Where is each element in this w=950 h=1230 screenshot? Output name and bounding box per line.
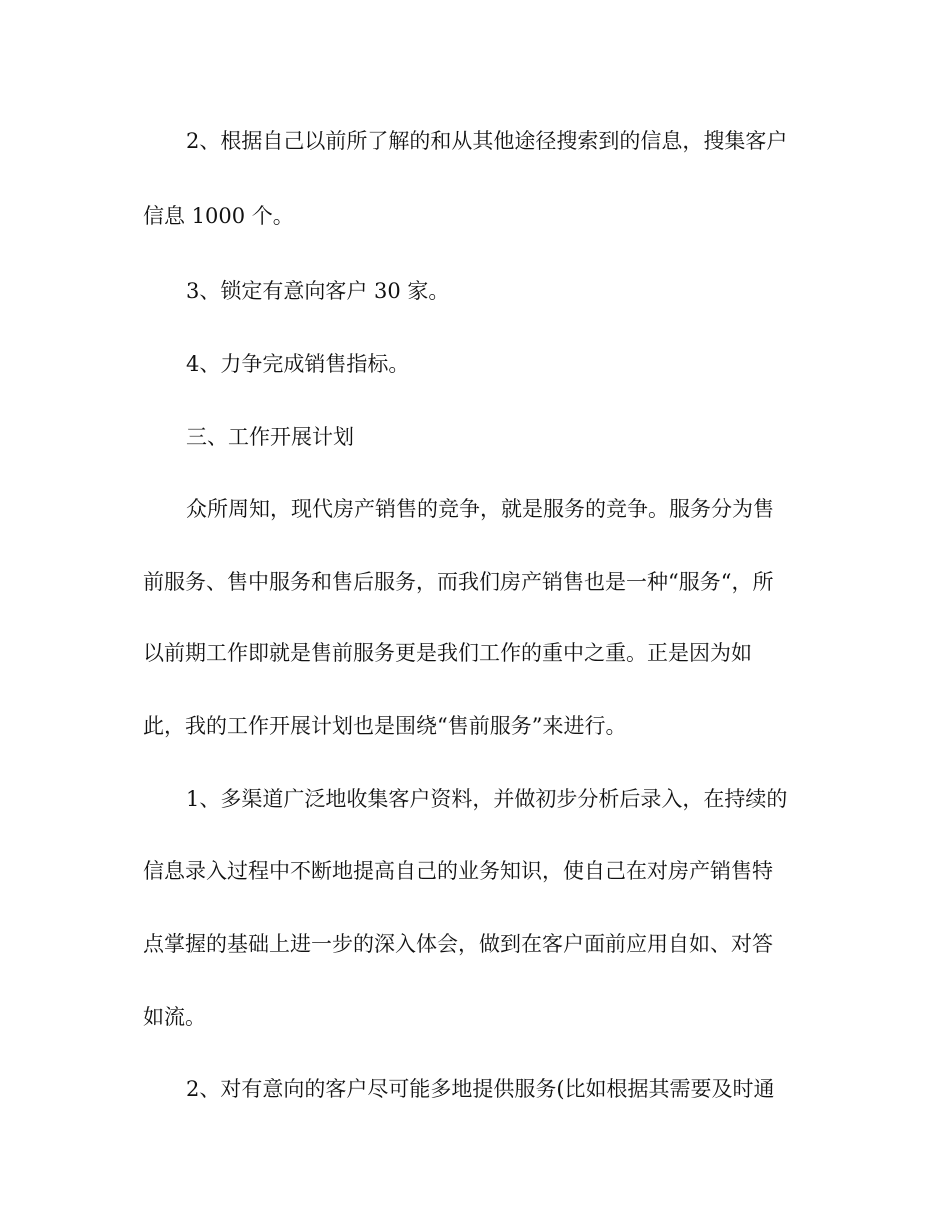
paragraph-line: 以前期工作即就是售前服务更是我们工作的重中之重。正是因为如 [143,641,752,665]
paragraph-line: 信息 1000 个。 [143,204,294,228]
paragraph-line: 3、锁定有意向客户 30 家。 [186,279,450,303]
section-heading: 三、工作开展计划 [186,425,354,449]
paragraph-line: 信息录入过程中不断地提高自己的业务知识，使自己在对房产销售特 [143,859,773,883]
paragraph-line: 此，我的工作开展计划也是围绕“售前服务”来进行。 [143,714,627,738]
paragraph-line: 4、力争完成销售指标。 [186,352,410,376]
paragraph-line: 众所周知，现代房产销售的竞争，就是服务的竞争。服务分为售 [186,497,774,521]
paragraph-line: 2、根据自己以前所了解的和从其他途径搜索到的信息，搜集客户 [186,129,788,153]
paragraph-line: 前服务、售中服务和售后服务，而我们房产销售也是一种“服务“，所 [143,570,774,594]
paragraph-line: 点掌握的基础上进一步的深入体会，做到在客户面前应用自如、对答 [143,932,773,956]
paragraph-line: 如流。 [143,1005,206,1029]
paragraph-line: 1、多渠道广泛地收集客户资料，并做初步分析后录入，在持续的 [186,787,788,811]
paragraph-line: 2、对有意向的客户尽可能多地提供服务(比如根据其需要及时通 [186,1077,775,1101]
